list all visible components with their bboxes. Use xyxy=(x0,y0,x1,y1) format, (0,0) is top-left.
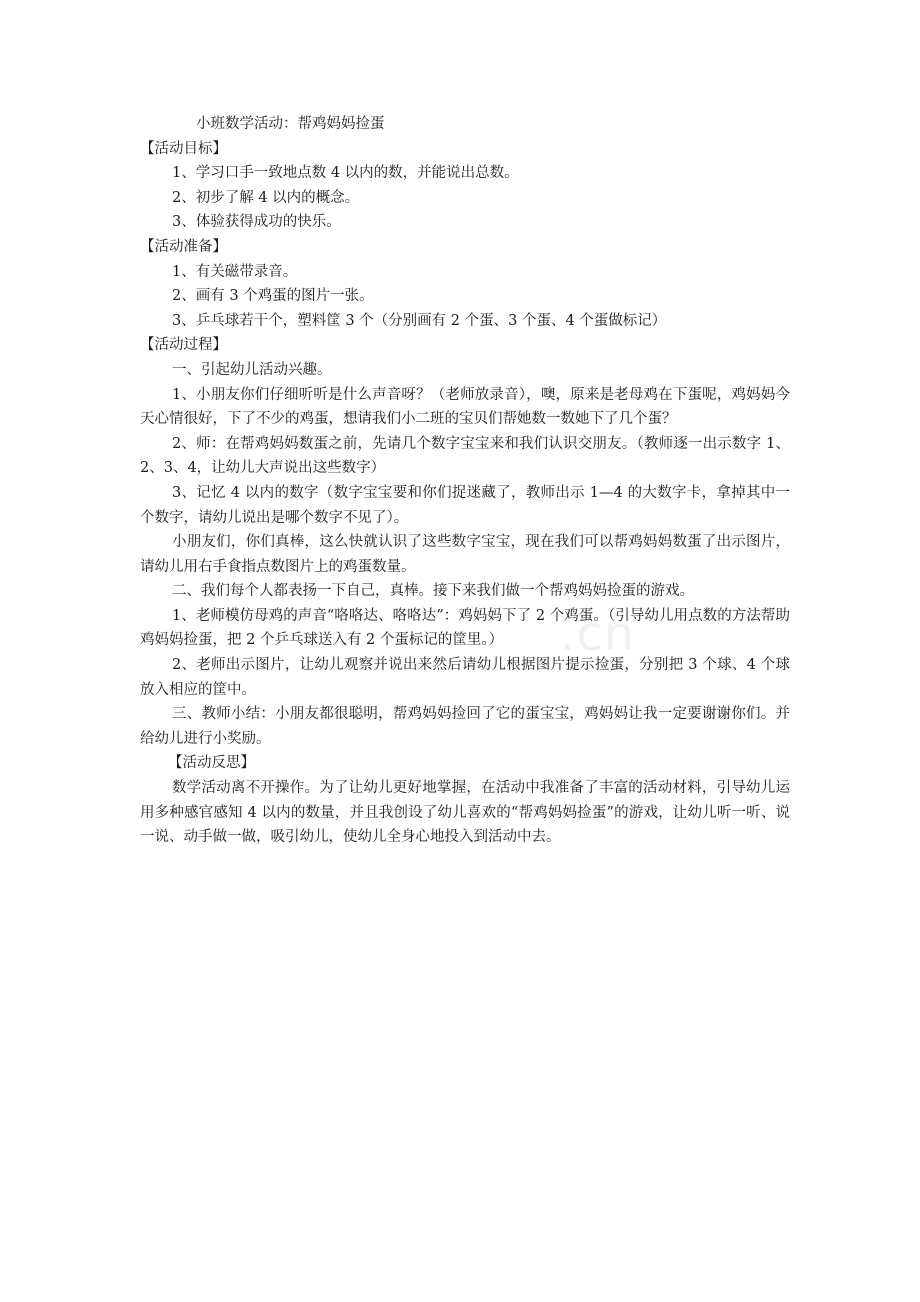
process-paragraph: 1、小朋友你们仔细听听是什么声音呀？（老师放录音），噢，原来是老母鸡在下蛋呢，鸡妈妈今天心情很好，下了不少的鸡蛋，想请我们小二班的宝贝们帮她数一数她下了几个蛋？ xyxy=(140,386,790,428)
document-body xyxy=(140,112,790,850)
goal-item: 1、学习口手一致地点数 4 以内的数，并能说出总数。 xyxy=(172,165,519,182)
process-paragraph: 2、老师出示图片，让幼儿观察并说出来然后请幼儿根据图片提示捡蛋，分别把 3 个球、4 个球放入相应的筐中。 xyxy=(140,657,790,698)
prep-item: 1、有关磁带录音。 xyxy=(172,263,298,280)
reflection-paragraph: 数学活动离不开操作。为了让幼儿更好地掌握，在活动中我准备了丰富的活动材料，引导幼儿运用多种感官感知 4 以内的数量，并且我创设了幼儿喜欢的“帮鸡妈妈捡蛋”的游戏，让幼儿听一听、说一说、动手做一做，吸引幼儿，使幼儿全身心地投入到活动中去。 xyxy=(140,780,790,846)
prep-item: 2、画有 3 个鸡蛋的图片一张。 xyxy=(172,288,374,305)
watermark: .cn xyxy=(560,606,636,662)
process-paragraph: 三、教师小结：小朋友都很聪明，帮鸡妈妈捡回了它的蛋宝宝，鸡妈妈让我一定要谢谢你们。并给幼儿进行小奖励。 xyxy=(140,706,790,747)
process-paragraph: 3、记忆 4 以内的数字（数字宝宝要和你们捉迷藏了，教师出示 1—4 的大数字卡，拿掉其中一个数字，请幼儿说出是哪个数字不见了）。 xyxy=(140,484,790,526)
goal-item: 3、体验获得成功的快乐。 xyxy=(172,214,341,231)
goal-item: 2、初步了解 4 以内的概念。 xyxy=(172,189,360,206)
process-paragraph: 一、引起幼儿活动兴趣。 xyxy=(172,361,332,378)
process-paragraph: 2、师：在帮鸡妈妈数蛋之前，先请几个数字宝宝来和我们认识交朋友。（教师逐一出示数字 1、2、3、4，让幼儿大声说出这些数字） xyxy=(140,435,790,477)
process-paragraph: 小朋友们，你们真棒，这么快就认识了这些数字宝宝，现在我们可以帮鸡妈妈数蛋了出示图片，请幼儿用右手食指点数图片上的鸡蛋数量。 xyxy=(140,534,790,575)
goals-heading: 【活动目标】 xyxy=(140,140,227,157)
prep-item: 3、乒乓球若干个，塑料筐 3 个（分别画有 2 个蛋、3 个蛋、4 个蛋做标记） xyxy=(172,312,667,329)
process-heading: 【活动过程】 xyxy=(140,337,227,354)
process-paragraph: 1、老师模仿母鸡的声音“咯咯达、咯咯达”：鸡妈妈下了 2 个鸡蛋。（引导幼儿用点数的方法帮助鸡妈妈捡蛋，把 2 个乒乓球送入有 2 个蛋标记的筐里。） xyxy=(140,607,790,649)
reflection-heading: 【活动反思】 xyxy=(168,755,255,772)
document-title: 小班数学活动：帮鸡妈妈捡蛋 xyxy=(196,116,385,132)
prep-heading: 【活动准备】 xyxy=(140,238,227,255)
process-paragraph: 二、我们每个人都表扬一下自己，真棒。接下来我们做一个帮鸡妈妈捡蛋的游戏。 xyxy=(172,583,694,600)
